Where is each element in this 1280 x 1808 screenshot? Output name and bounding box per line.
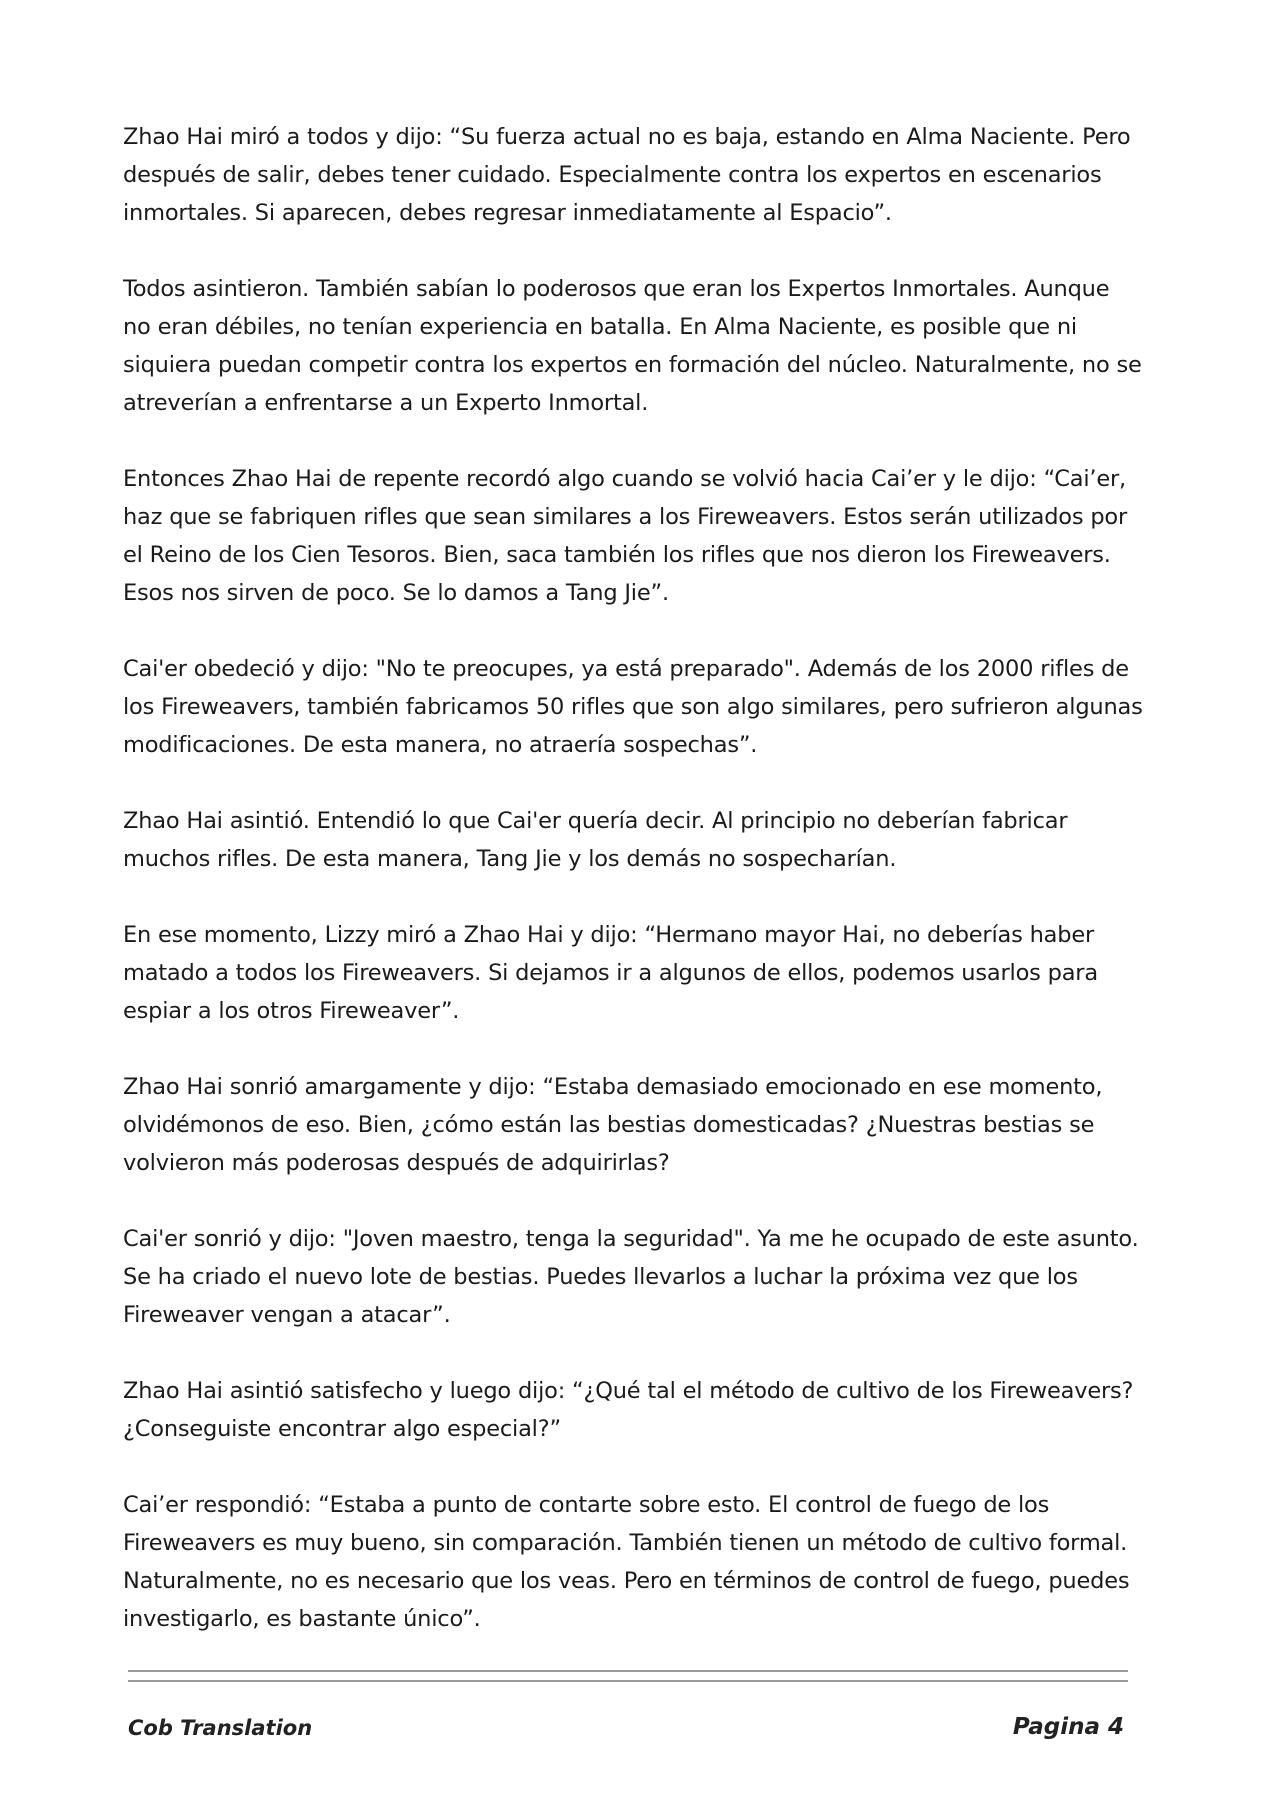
footer-divider-bottom	[128, 1680, 1128, 1682]
paragraph: Todos asintieron. También sabían lo poderosos que eran los Expertos Inmortales. Aunque no eran débiles, no tenían experiencia en batalla. En Alma Naciente, es posible que ni siquiera puedan competir contra los expertos en formación del núcleo. Naturalmente, no se atreverían a enfrentarse a un Experto Inmortal.	[123, 276, 1142, 416]
paragraph: Zhao Hai asintió. Entendió lo que Cai'er quería decir. Al principio no deberían fabricar muchos rifles. De esta manera, Tang Jie y los demás no sospecharían.	[123, 808, 1068, 872]
paragraph: En ese momento, Lizzy miró a Zhao Hai y dijo: “Hermano mayor Hai, no deberías haber matado a todos los Fireweavers. Si dejamos ir a algunos de ellos, podemos usarlos para espiar a los otros Fireweaver”.	[123, 922, 1098, 1024]
paragraph: Zhao Hai miró a todos y dijo: “Su fuerza actual no es baja, estando en Alma Naciente. Pero después de salir, debes tener cuidado. Especialmente contra los expertos en escenarios inmortales. Si aparecen, debes regresar inmediatamente al Espacio”.	[123, 124, 1131, 226]
paragraph: Entonces Zhao Hai de repente recordó algo cuando se volvió hacia Cai’er y le dijo: “Cai’er, haz que se fabriquen rifles que sean similares a los Fireweavers. Estos serán utilizados por el Reino de los Cien Tesoros. Bien, saca también los rifles que nos dieron los Fireweavers. Esos nos sirven de poco. Se lo damos a Tang Jie”.	[123, 466, 1128, 606]
footer-page-number: Pagina 4	[1012, 1714, 1124, 1740]
paragraph: Zhao Hai asintió satisfecho y luego dijo: “¿Qué tal el método de cultivo de los Fireweavers? ¿Conseguiste encontrar algo especial?”	[123, 1378, 1134, 1442]
footer-translator-name: Cob Translation	[128, 1716, 313, 1740]
body-text	[123, 118, 1143, 1676]
paragraph: Cai'er obedeció y dijo: "No te preocupes, ya está preparado". Además de los 2000 rifles de los Fireweavers, también fabricamos 50 rifles que son algo similares, pero sufrieron algunas modificaciones. De esta manera, no atraería sospechas”.	[123, 656, 1143, 758]
footer-divider-top	[128, 1670, 1128, 1672]
paragraph: Cai'er sonrió y dijo: "Joven maestro, tenga la seguridad". Ya me he ocupado de este asunto. Se ha criado el nuevo lote de bestias. Puedes llevarlos a luchar la próxima vez que los Fireweaver vengan a atacar”.	[123, 1226, 1139, 1328]
paragraph: Zhao Hai sonrió amargamente y dijo: “Estaba demasiado emocionado en ese momento, olvidémonos de eso. Bien, ¿cómo están las bestias domesticadas? ¿Nuestras bestias se volvieron más poderosas después de adquirirlas?	[123, 1074, 1103, 1176]
paragraph: Cai’er respondió: “Estaba a punto de contarte sobre esto. El control de fuego de los Fireweavers es muy bueno, sin comparación. También tienen un método de cultivo formal. Naturalmente, no es necesario que los veas. Pero en términos de control de fuego, puedes investigarlo, es bastante único”.	[123, 1492, 1130, 1632]
